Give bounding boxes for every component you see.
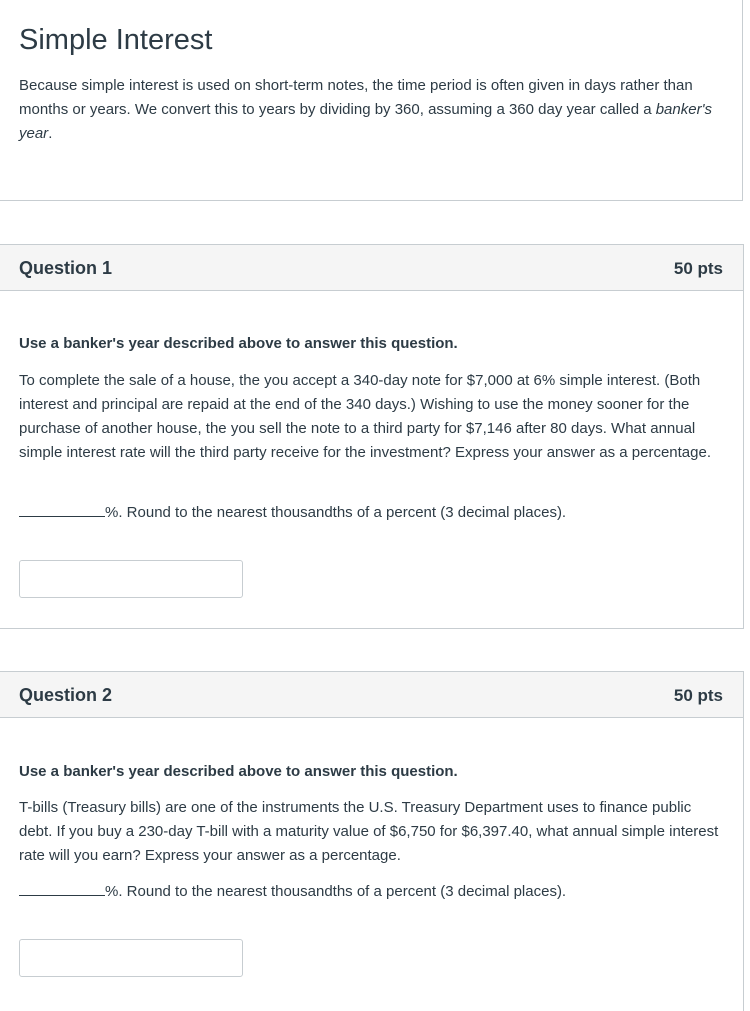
- question-title: Question 2: [19, 685, 113, 705]
- question-text: To complete the sale of a house, the you accept a 340-day note for $7,000 at 6% simple interest. (Both interest and principal are repaid at the end of the 340 days.) Wishing to use the money sooner for the purchase of another house, the you sell the note to a third party for $7,146 after 80 days. What annual simple interest rate will the third party receive for the investment? Express your answer as a percentage.: [19, 372, 711, 461]
- question-instruction: Use a banker's year described above to answer this question.: [19, 763, 458, 780]
- question-2: [0, 671, 744, 1011]
- answer-blank: [19, 881, 105, 896]
- intro-text-end: .: [48, 125, 53, 142]
- answer-prompt-text: %. Round to the nearest thousandths of a percent (3 decimal places).: [105, 883, 567, 900]
- question-1: [0, 244, 744, 629]
- answer-prompt-text: %. Round to the nearest thousandths of a percent (3 decimal places).: [105, 504, 567, 521]
- answer-prompt: [19, 881, 566, 903]
- question-text: T-bills (Treasury bills) are one of the instruments the U.S. Treasury Department uses to finance public debt. If you buy a 230-day T-bill with a maturity value of $6,750 for $6,397.40, what annual simple interest rate will you earn? Express your answer as a percentage.: [19, 799, 719, 864]
- intro-section: [0, 0, 743, 201]
- answer-input[interactable]: [19, 560, 243, 598]
- intro-text-main: Because simple interest is used on short-term notes, the time period is often given in days rather than months or years. We convert this to years by dividing by 360, assuming a 360 day year called a: [19, 77, 693, 118]
- question-header: [0, 245, 743, 291]
- question-points: 50 pts: [673, 686, 723, 705]
- answer-input[interactable]: [19, 939, 243, 977]
- question-title: Question 1: [19, 258, 113, 278]
- intro-description: [19, 74, 729, 146]
- page-title: Simple Interest: [19, 24, 213, 56]
- intro-text-term: banker's year: [19, 101, 712, 142]
- question-instruction: Use a banker's year described above to answer this question.: [19, 335, 458, 352]
- answer-prompt: [19, 502, 566, 524]
- answer-blank: [19, 502, 105, 517]
- question-header: [0, 672, 743, 718]
- question-points: 50 pts: [673, 259, 723, 278]
